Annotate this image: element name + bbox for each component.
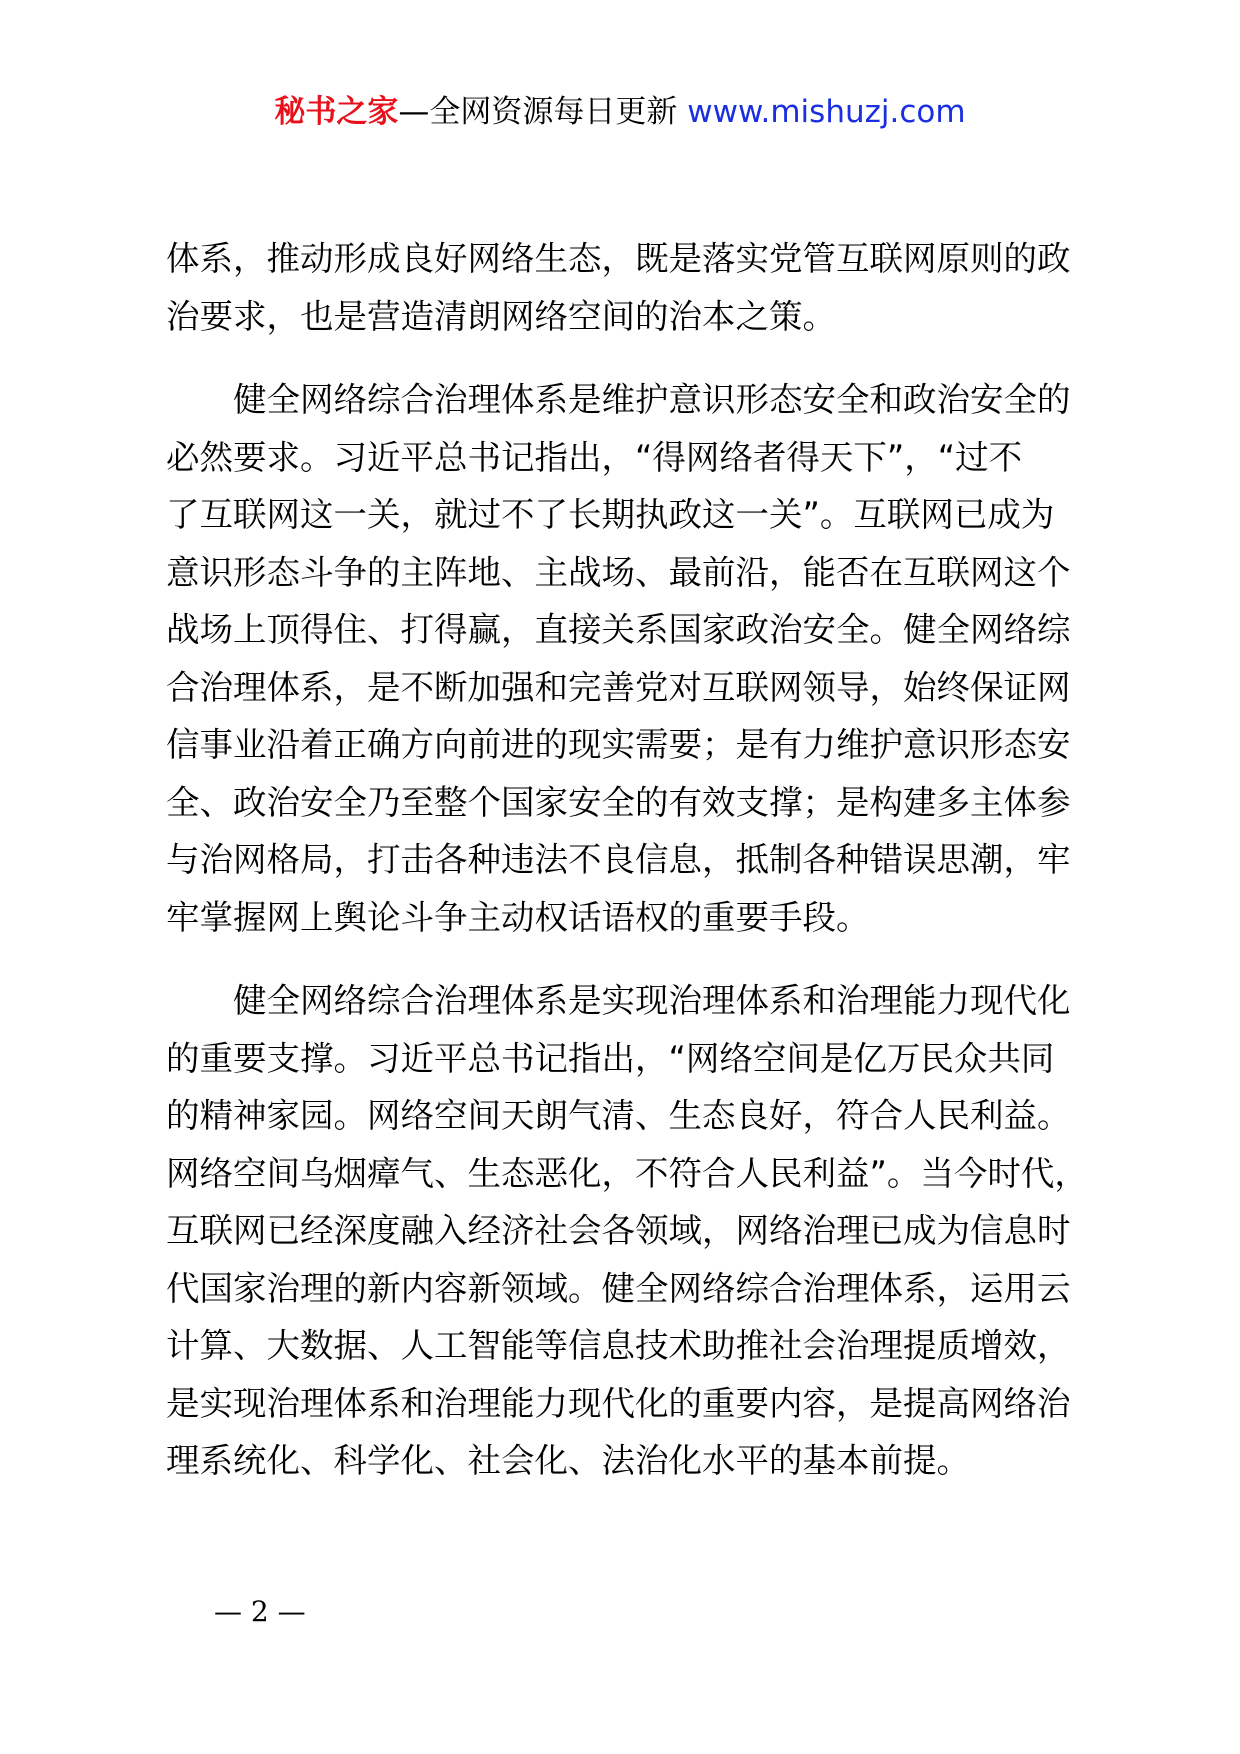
text-line: 代国家治理的新内容新领域。健全网络综合治理体系，运用云 [166, 1268, 1071, 1308]
document-body [166, 230, 1096, 1490]
text-line: 互联网已经深度融入经济社会各领域，网络治理已成为信息时 [166, 1211, 1071, 1250]
page-number: — 2 — [214, 1595, 306, 1628]
text-line: 必然要求。习近平总书记指出，“得网络者得天下”，“过不 [166, 437, 1023, 477]
site-brand: 秘书之家 [274, 94, 399, 130]
text-line: 是实现治理体系和治理能力现代化的重要内容，是提高网络治 [166, 1383, 1071, 1423]
text-line: 与治网格局，打击各种违法不良信息，抵制各种错误思潮，牢 [166, 840, 1071, 879]
text-line: 牢掌握网上舆论斗争主动权话语权的重要手段。 [166, 897, 870, 937]
page-header [0, 92, 1240, 132]
header-tagline: —全网资源每日更新 [398, 94, 688, 130]
text-line: 了互联网这一关，就过不了长期执政这一关”。互联网已成为 [166, 495, 1055, 534]
text-line: 健全网络综合治理体系是实现治理体系和治理能力现代化 [233, 981, 1071, 1020]
paragraph [166, 371, 1096, 946]
text-line: 体系，推动形成良好网络生态，既是落实党管互联网原则的政 [166, 239, 1071, 278]
text-line: 治要求，也是营造清朗网络空间的治本之策。 [166, 296, 836, 336]
text-line: 健全网络综合治理体系是维护意识形态安全和政治安全的 [233, 380, 1071, 419]
text-line: 的精神家园。网络空间天朗气清、生态良好，符合人民利益。 [166, 1096, 1071, 1135]
text-line: 的重要支撑。习近平总书记指出，“网络空间是亿万民众共同 [166, 1038, 1055, 1078]
text-line: 合治理体系，是不断加强和完善党对互联网领导，始终保证网 [166, 667, 1071, 707]
paragraph [166, 230, 1096, 345]
text-line: 全、政治安全乃至整个国家安全的有效支撑；是构建多主体参 [166, 782, 1071, 822]
text-line: 网络空间乌烟瘴气、生态恶化，不符合人民利益”。当今时代， [166, 1153, 1088, 1193]
text-line: 信事业沿着正确方向前进的现实需要；是有力维护意识形态安 [166, 725, 1071, 764]
text-line: 意识形态斗争的主阵地、主战场、最前沿，能否在互联网这个 [166, 552, 1071, 592]
text-line: 理系统化、科学化、社会化、法治化水平的基本前提。 [166, 1441, 970, 1480]
text-line: 计算、大数据、人工智能等信息技术助推社会治理提质增效， [166, 1326, 1071, 1365]
text-line: 战场上顶得住、打得赢，直接关系国家政治安全。健全网络综 [166, 610, 1071, 649]
site-url-link[interactable]: www.mishuzj.com [687, 94, 966, 130]
paragraph [166, 972, 1096, 1490]
